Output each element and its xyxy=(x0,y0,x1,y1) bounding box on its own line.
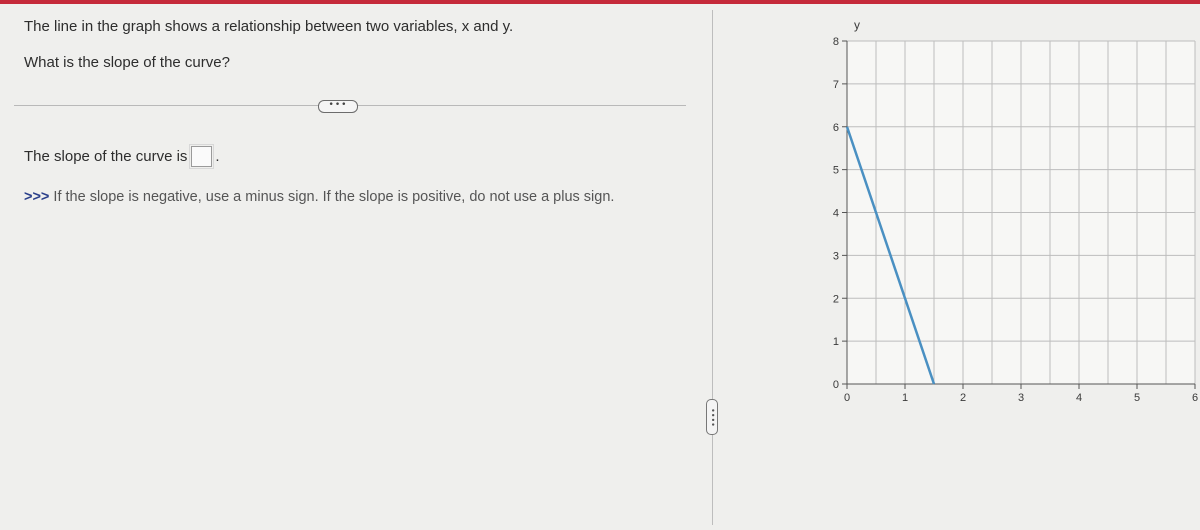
hint-text xyxy=(24,187,664,207)
answer-suffix: . xyxy=(215,148,220,165)
question-pane xyxy=(0,4,712,525)
x-tick-label: 0 xyxy=(843,392,851,404)
answer-prefix: The slope of the curve is xyxy=(24,148,188,165)
y-tick-label: 1 xyxy=(832,336,839,349)
y-tick-label: 2 xyxy=(832,293,839,306)
x-tick-label: 5 xyxy=(1133,392,1141,404)
y-tick-label: 3 xyxy=(832,250,839,263)
question-prompt: What is the slope of the curve? xyxy=(24,54,230,71)
y-tick-label: 0 xyxy=(832,379,839,391)
y-tick-label: 6 xyxy=(832,121,839,134)
pane-resize-handle[interactable]: •••• xyxy=(706,399,718,435)
x-tick-label: 2 xyxy=(959,392,967,404)
y-axis-label: y xyxy=(854,18,860,32)
x-tick-label: 4 xyxy=(1075,392,1083,404)
line-chart xyxy=(713,4,1200,525)
x-tick-label: 1 xyxy=(901,392,909,404)
x-tick-label: 3 xyxy=(1017,392,1025,404)
x-tick-label: 6 xyxy=(1191,392,1199,404)
graph-pane xyxy=(713,4,1200,525)
answer-row xyxy=(24,146,220,167)
slope-answer-input[interactable] xyxy=(191,146,212,167)
y-tick-label: 7 xyxy=(832,78,839,91)
y-tick-label: 8 xyxy=(832,36,839,48)
hint-body: If the slope is negative, use a minus sign. If the slope is positive, do not use a plus sign. xyxy=(49,189,615,205)
y-tick-label: 4 xyxy=(832,207,839,220)
expand-more-button[interactable]: ••• xyxy=(318,100,358,113)
hint-arrows-icon: >>> xyxy=(24,189,50,205)
y-tick-label: 5 xyxy=(832,164,839,177)
question-text: The line in the graph shows a relationship between two variables, x and y. xyxy=(24,18,514,35)
